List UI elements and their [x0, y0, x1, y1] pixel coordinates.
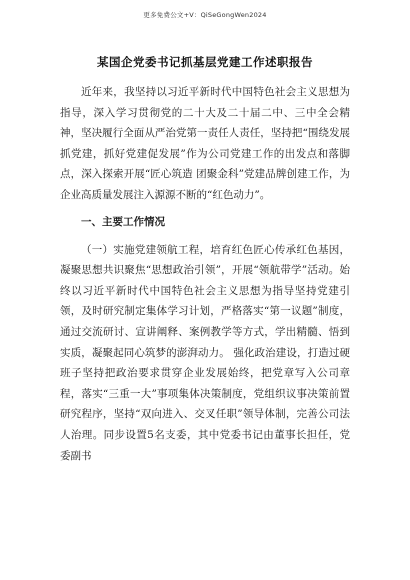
document-body — [60, 82, 350, 466]
section-heading-main-work: 一、主要工作情况 — [81, 215, 165, 228]
promo-header-note: 更多免费公文+V：QiSeGongWen2024 — [143, 11, 267, 19]
section-paragraph: （一）实施党建领航工程，培育红色匠心传承红色基因，凝聚思想共识聚焦“思想政治引领”，开展“领航带学”活动。始终以习近平新时代中国特色社会主义思想为指导坚持党建引领，及时研究制定集体学习计划，严格落实“第一议题”制度，通过交流研讨、宣讲阐释、案例教学等方式，学出精髓、悟到实质，凝聚起同心筑梦的澎湃动力。 强化政治建设，打造过硬班子坚持把政治要求贯穿企业发展始终，把党章写入公司章程，落实“三重一大”事项集体决策制度，党组织议事决策前置研究程序，坚持“双向进入、交叉任职”领导体制，完善公司法人治理。同步设置5名支委，其中党委书记由董事长担任，党委副书 — [60, 243, 350, 462]
intro-paragraph: 近年来，我坚持以习近平新时代中国特色社会主义思想为指导，深入学习贯彻党的二十大及二十届二中、三中全会精神，坚决履行全面从严治党第一责任人责任，坚持把“围绕发展抓党建，抓好党建促发展”作为公司党建工作的出发点和落脚点，深入探索开展“匠心筑造 团聚金科”党建品牌创建工作，为企业高质量发展注入源源不断的“红色动力”。 — [60, 86, 350, 201]
document-title: 某国企党委书记抓基层党建工作述职报告 — [97, 55, 313, 69]
